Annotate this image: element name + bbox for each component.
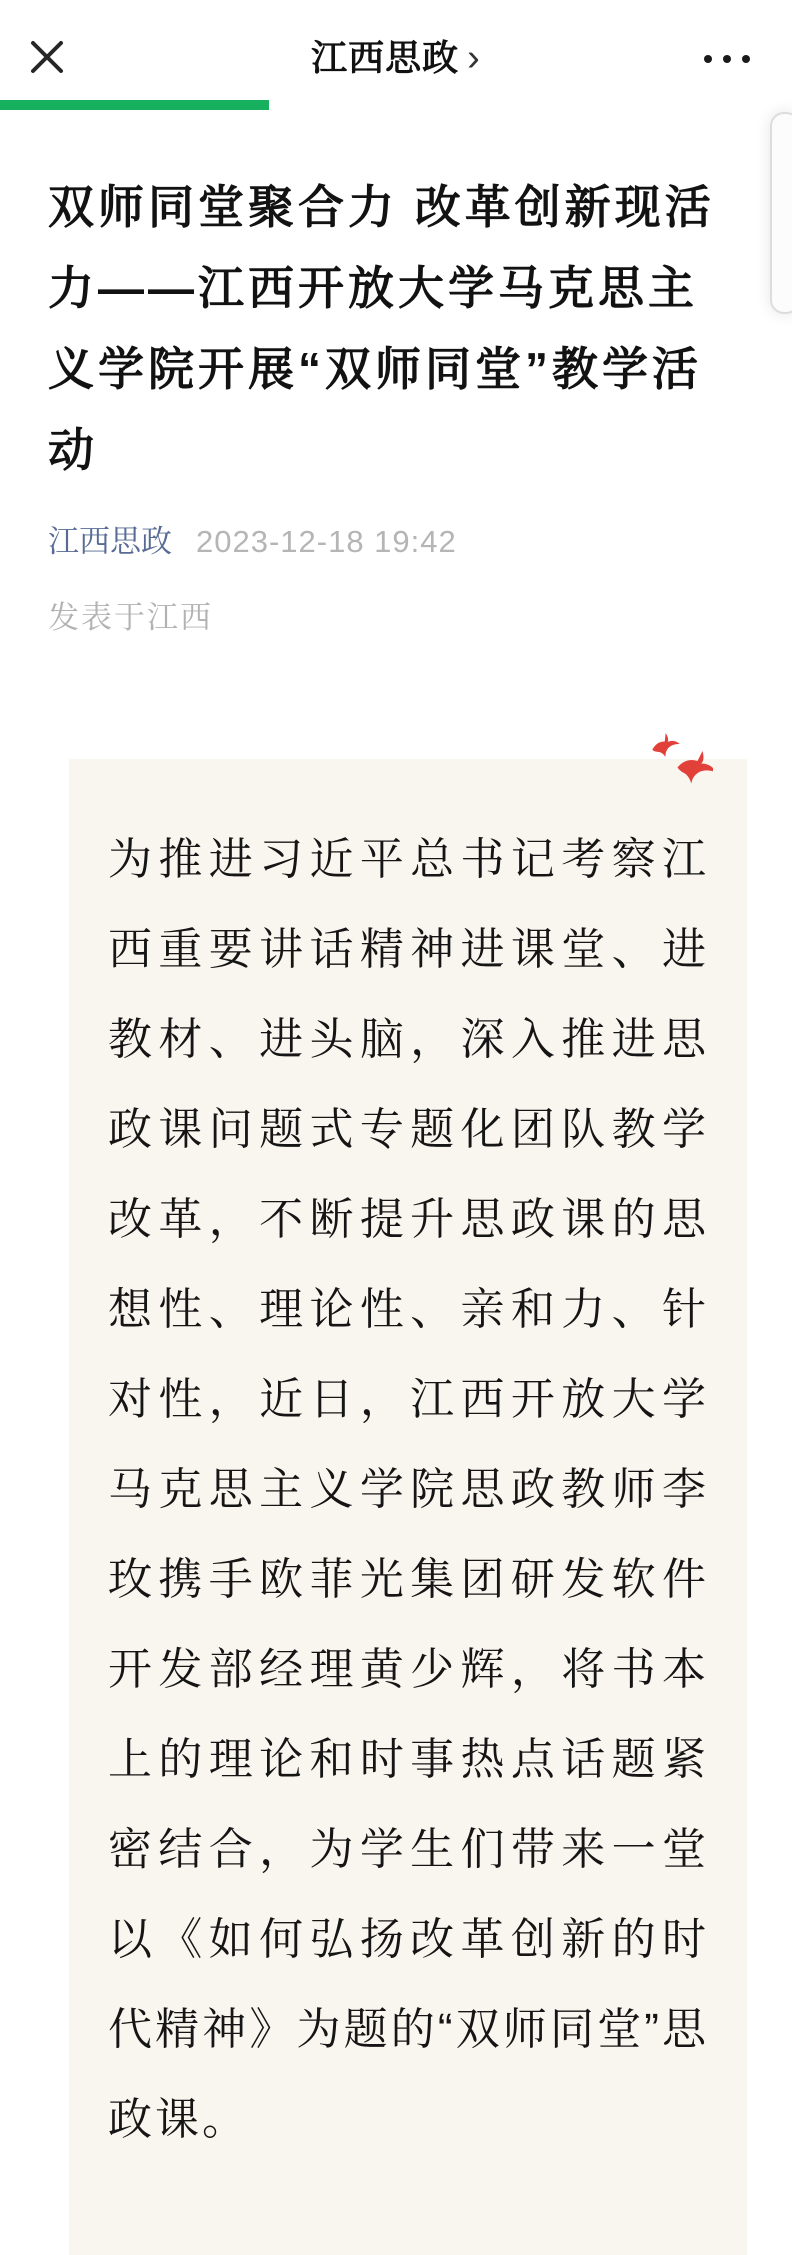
official-account-name: 江西思政 (311, 37, 460, 78)
article-page (0, 167, 792, 2255)
author-link[interactable]: 江西思政 (48, 524, 172, 559)
publish-date: 2023-12-18 19:42 (196, 524, 457, 559)
body-paragraph: 为推进习近平总书记考察江西重要讲话精神进课堂、进教材、进头脑，深入推进思政课问题式专题化团队教学改革，不断提升思政课的思想性、理论性、亲和力、针对性，近日，江西开放大学马克思主义学院思政教师李玫携手欧菲光集团研发软件开发部经理黄少辉，将书本上的理论和时事热点话题紧密结合，为学生们带来一堂以《如何弘扬改革创新的时代精神》为题的“双师同堂”思政课。 (108, 835, 709, 2144)
red-birds-icon (647, 731, 713, 789)
reading-progress-fill (0, 100, 269, 110)
publish-location: 发表于江西 (48, 600, 213, 635)
scrollbar-thumb[interactable] (770, 112, 792, 314)
article-title: 双师同堂聚合力 改革创新现活力——江西开放大学马克思主义学院开展“双师同堂”教学活动 (48, 181, 715, 476)
more-dots-icon (704, 55, 712, 63)
official-account-title[interactable] (0, 30, 792, 81)
more-button[interactable] (704, 50, 750, 68)
reading-progress-track (0, 100, 792, 110)
chevron-right-icon: › (467, 37, 481, 79)
navbar (0, 0, 792, 100)
byline (48, 521, 744, 563)
article-body-card (69, 759, 747, 2255)
